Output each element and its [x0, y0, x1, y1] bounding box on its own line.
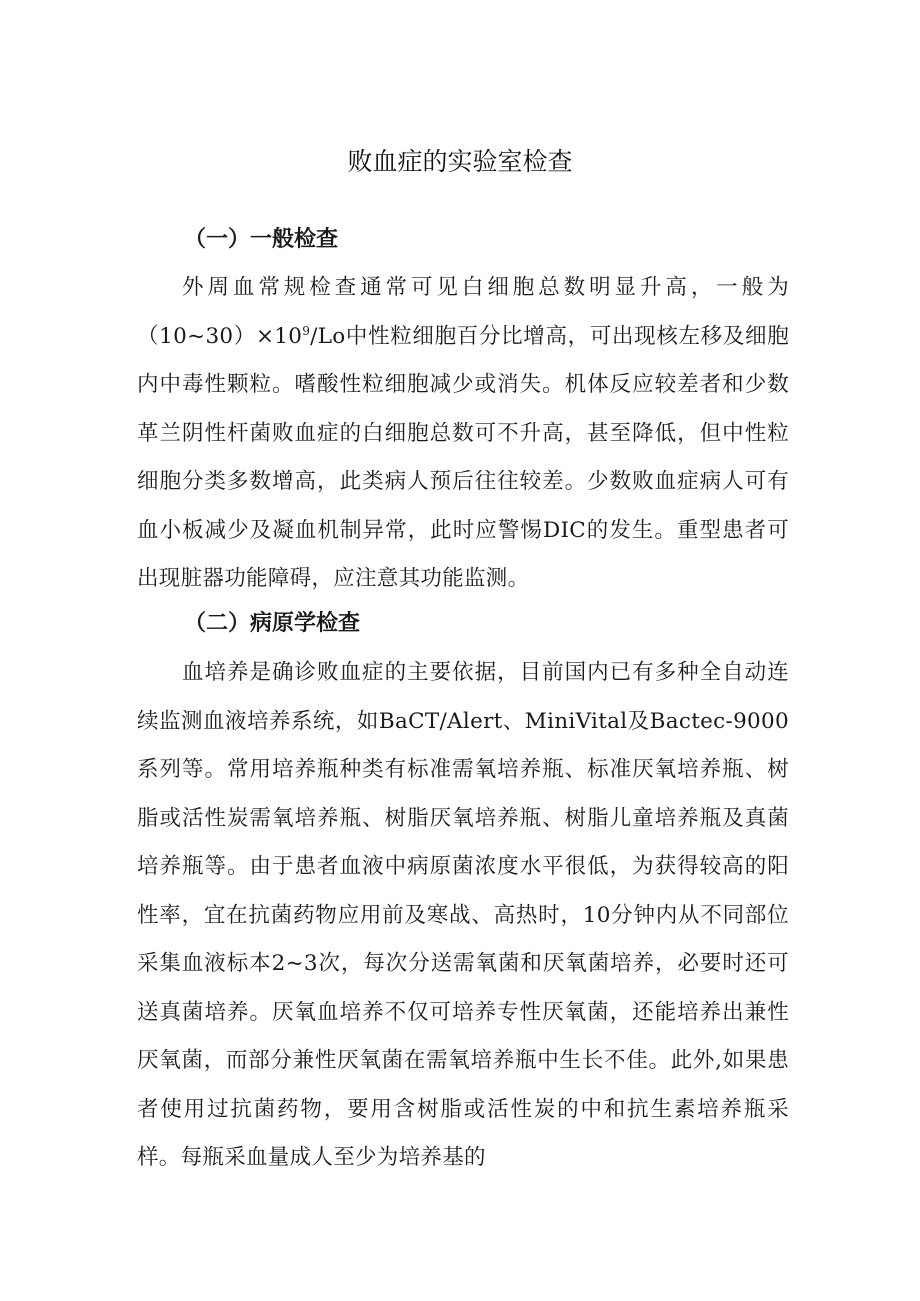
paragraph-text: /Lo中性粒细胞百分比增高，可出现核左移及细胞内中毒性颗粒。嗜酸性粒细胞减少或消失。机体反应较差者和少数革兰阴性杆菌败血症的白细胞总数可不升高，甚至降低，但中性粒细胞分类多数增高，此类病人预后往往较差。少数败血症病人可有血小板减少及凝血机制异常，此时应警惕DIC的发生。重型患者可出现脏器功能障碍，应注意其功能监测。	[137, 323, 789, 591]
section-heading-pathogen-exam: （二）病原学检查	[184, 610, 361, 636]
paragraph-pathogen-exam: 血培养是确诊败血症的主要依据，目前国内已有多种全自动连续监测血液培养系统，如BaCT/Alert、MiniVital及Bactec-9000系列等。常用培养瓶种类有标准需氧培养瓶、标准厌氧培养瓶、树脂或活性炭需氧培养瓶、树脂厌氧培养瓶、树脂儿童培养瓶及真菌培养瓶等。由于患者血液中病原菌浓度水平很低，为获得较高的阳性率，宜在抗菌药物应用前及寒战、高热时，10分钟内从不同部位采集血液标本2~3次，每次分送需氧菌和厌氧菌培养，必要时还可送真菌培养。厌氧血培养不仅可培养专性厌氧菌，还能培养出兼性厌氧菌，而部分兼性厌氧菌在需氧培养瓶中生长不佳。此外,如果患者使用过抗菌药物，要用含树脂或活性炭的中和抗生素培养瓶采样。每瓶采血量成人至少为培养基的	[137, 660, 789, 1170]
superscript-exponent: 9	[302, 323, 311, 338]
document-title: 败血症的实验室检查	[347, 147, 573, 176]
paragraph-general-exam	[137, 264, 789, 604]
paragraph-text: 外周血常规检查通常可见白细胞总数明显升高，一般为（10~30）×10	[137, 275, 789, 349]
section-heading-general-exam: （一）一般检查	[184, 226, 339, 252]
